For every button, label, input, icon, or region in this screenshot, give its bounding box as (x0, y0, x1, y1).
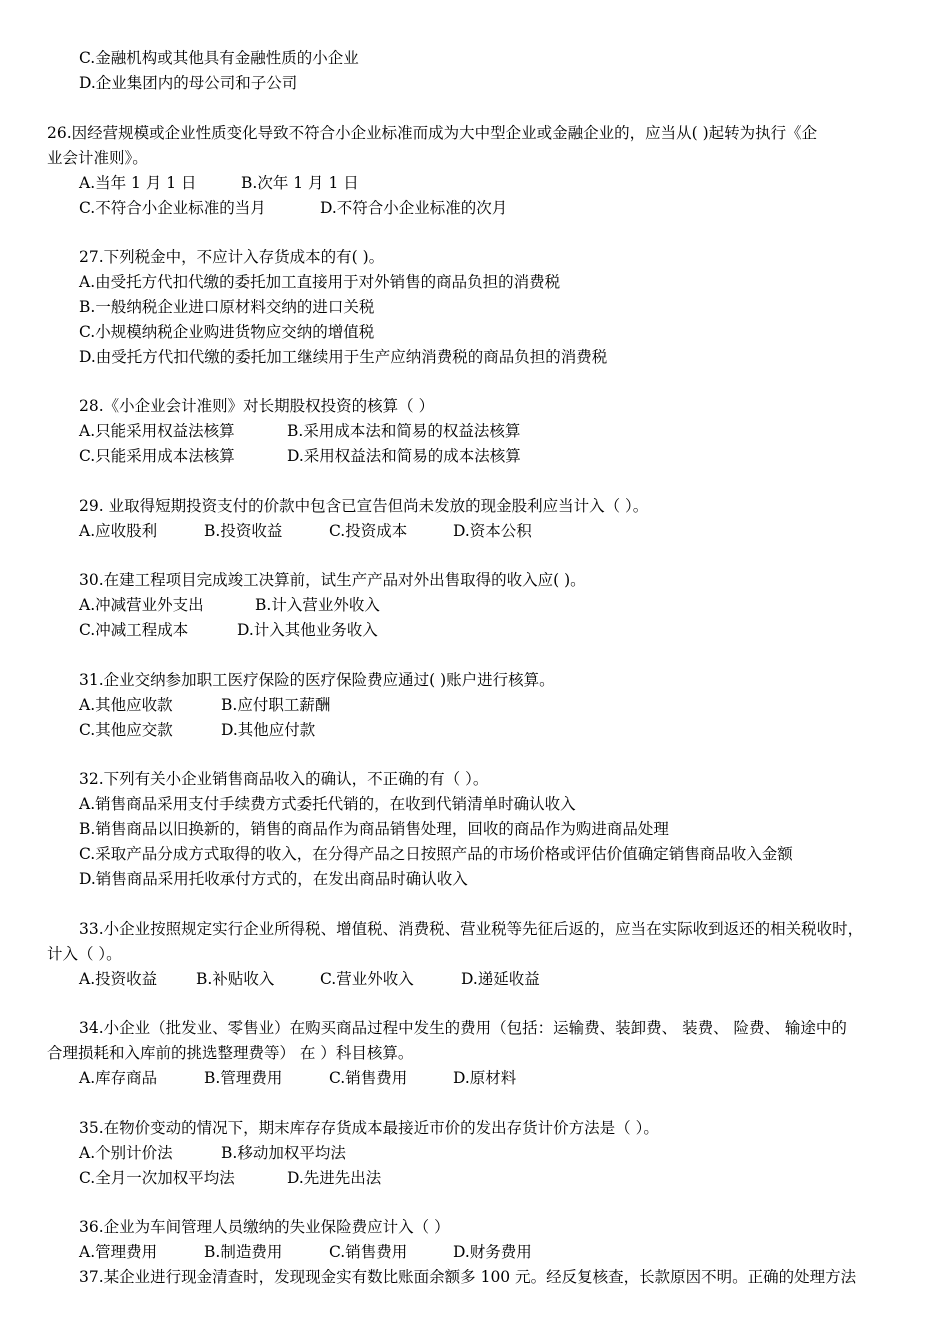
option-row (79, 421, 520, 441)
option-row (79, 1068, 516, 1088)
option-row (79, 695, 330, 715)
question-31: 31.企业交纳参加职工医疗保险的医疗保险费应通过( )账户进行核算。 (79, 671, 555, 689)
option-row (79, 446, 521, 466)
question-35: 35.在物价变动的情况下，期末库存存货成本最接近市价的发出存货计价方法是（ ）。 (79, 1119, 659, 1137)
option-c: C.其他应交款 (79, 721, 173, 739)
option-b: B.制造费用 (204, 1243, 283, 1261)
question-27: 27.下列税金中，不应计入存货成本的有( )。 (79, 248, 385, 266)
option-line: C.金融机构或其他具有金融性质的小企业 (79, 49, 359, 67)
option-row (79, 173, 359, 193)
option-c: C.只能采用成本法核算 (79, 447, 235, 465)
option-a: A.个别计价法 (79, 1144, 173, 1162)
option-row (79, 720, 315, 740)
option-row (79, 1168, 381, 1188)
question-34: 34.小企业（批发业、零售业）在购买商品过程中发生的费用（包括：运输费、装卸费、 装费、 险费、 输途中的 (79, 1019, 847, 1037)
question-26-cont: 业会计准则》。 (47, 149, 148, 167)
option-c: C.不符合小企业标准的当月 (79, 199, 266, 217)
option-row (79, 620, 378, 640)
option-a: A.销售商品采用支付手续费方式委托代销的，在收到代销清单时确认收入 (79, 795, 576, 813)
option-d: D.其他应付款 (221, 721, 316, 739)
option-c: C.投资成本 (329, 522, 408, 540)
option-d: D.财务费用 (453, 1243, 532, 1261)
option-a: A.冲减营业外支出 (79, 596, 204, 614)
option-c: C.采取产品分成方式取得的收入，在分得产品之日按照产品的市场价格或评估价值确定销售商品收入金额 (79, 845, 793, 863)
option-d: D.不符合小企业标准的次月 (320, 199, 508, 217)
option-a: A.管理费用 (79, 1243, 158, 1261)
option-c: C.销售费用 (329, 1069, 408, 1087)
option-d: D.计入其他业务收入 (237, 621, 378, 639)
question-36: 36.企业为车间管理人员缴纳的失业保险费应计入（ ） (79, 1218, 450, 1236)
option-a: A.投资收益 (79, 970, 158, 988)
question-32: 32.下列有关小企业销售商品收入的确认，不正确的有（ ）。 (79, 770, 489, 788)
option-d: D.销售商品采用托收承付方式的，在发出商品时确认收入 (79, 870, 468, 888)
question-29: 29. 业取得短期投资支付的价款中包含已宣告但尚未发放的现金股利应当计入（ ）。 (79, 497, 649, 515)
option-row (79, 1143, 346, 1163)
option-b: B.采用成本法和简易的权益法核算 (287, 422, 521, 440)
option-c: C.小规模纳税企业购进货物应交纳的增值税 (79, 323, 375, 341)
question-28: 28.《小企业会计准则》对长期股权投资的核算（ ） (79, 397, 435, 415)
option-d: D.原材料 (453, 1069, 517, 1087)
option-row (79, 521, 532, 541)
option-c: C.销售费用 (329, 1243, 408, 1261)
option-c: C.冲减工程成本 (79, 621, 189, 639)
option-a: A.其他应收款 (79, 696, 173, 714)
option-row (79, 969, 540, 989)
option-row (79, 1242, 532, 1262)
option-b: B.次年 1 月 1 日 (241, 174, 359, 192)
option-b: B.应付职工薪酬 (221, 696, 331, 714)
question-34-cont: 合理损耗和入库前的挑选整理费等） 在 ）科目核算。 (47, 1044, 414, 1062)
question-26: 26.因经营规模或企业性质变化导致不符合小企业标准而成为大中型企业或金融企业的，应当从( )起转为执行《企 (47, 124, 818, 142)
option-row (79, 595, 380, 615)
option-c: C.全月一次加权平均法 (79, 1169, 235, 1187)
option-b: B.投资收益 (204, 522, 283, 540)
option-line: D.企业集团内的母公司和子公司 (79, 74, 298, 92)
question-30: 30.在建工程项目完成竣工决算前，试生产产品对外出售取得的收入应( )。 (79, 571, 586, 589)
option-d: D.由受托方代扣代缴的委托加工继续用于生产应纳消费税的商品负担的消费税 (79, 348, 608, 366)
option-a: A.当年 1 月 1 日 (79, 174, 197, 192)
question-33: 33.小企业按照规定实行企业所得税、增值税、消费税、营业税等先征后返的，应当在实际收到返还的相关税收时， (79, 920, 864, 938)
option-row (79, 198, 507, 218)
option-a: A.库存商品 (79, 1069, 158, 1087)
option-a: A.应收股利 (79, 522, 158, 540)
option-b: B.计入营业外收入 (255, 596, 380, 614)
option-d: D.递延收益 (461, 970, 540, 988)
question-33-cont: 计入（ ）。 (47, 945, 122, 963)
question-37: 37.某企业进行现金清查时，发现现金实有数比账面余额多 100 元。经反复核查，长款原因不明。正确的处理方法 (79, 1268, 857, 1286)
option-a: A.只能采用权益法核算 (79, 422, 235, 440)
option-d: D.资本公积 (453, 522, 532, 540)
option-d: D.先进先出法 (287, 1169, 382, 1187)
option-c: C.营业外收入 (320, 970, 414, 988)
option-b: B.补贴收入 (196, 970, 275, 988)
option-b: B.一般纳税企业进口原材料交纳的进口关税 (79, 298, 375, 316)
option-b: B.移动加权平均法 (221, 1144, 346, 1162)
option-b: B.销售商品以旧换新的，销售的商品作为商品销售处理，回收的商品作为购进商品处理 (79, 820, 669, 838)
option-b: B.管理费用 (204, 1069, 283, 1087)
option-a: A.由受托方代扣代缴的委托加工直接用于对外销售的商品负担的消费税 (79, 273, 561, 291)
option-d: D.采用权益法和简易的成本法核算 (287, 447, 521, 465)
